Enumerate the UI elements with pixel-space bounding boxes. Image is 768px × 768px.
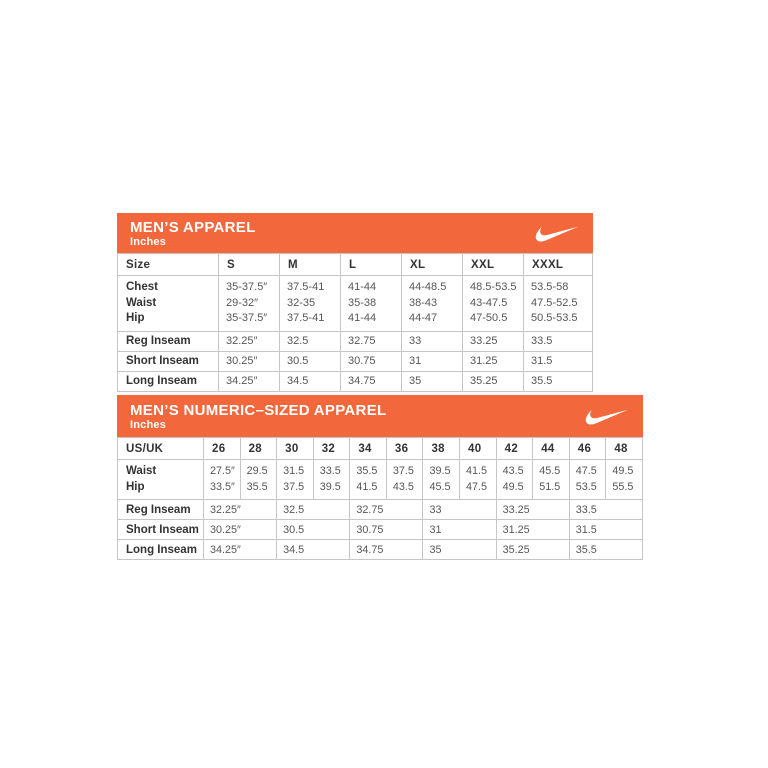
measure-value: 35.5 (356, 465, 378, 477)
body-measurements-row (118, 460, 643, 500)
inseam-value-cell: 33.25 (463, 331, 524, 351)
mens-numeric-apparel-chart (117, 395, 643, 560)
inseam-value-cell: 31 (423, 520, 496, 540)
measure-value-cell (463, 276, 524, 332)
measure-value: 43.5 (392, 480, 414, 493)
measure-value: 41-44 (348, 312, 377, 324)
chart-title: MEN’S APPAREL (130, 218, 256, 236)
inseam-value-cell: 32.5 (280, 331, 341, 351)
inseam-value-cell: 34.5 (277, 540, 350, 560)
measure-value: 45.5 (429, 480, 451, 493)
inseam-value-cell: 33.25 (496, 500, 569, 520)
inseam-value-cell: 34.5 (280, 371, 341, 391)
measure-value: 37.5 (392, 465, 414, 477)
column-header-cell: L (341, 254, 402, 276)
measure-value: 29-32″ (226, 296, 259, 309)
inseam-value-cell: 30.75 (341, 351, 402, 371)
measure-value: 41-44 (348, 281, 377, 293)
inseam-value-cell: 31 (402, 351, 463, 371)
measure-value: 35.5 (246, 480, 268, 493)
column-header-cell: 44 (533, 438, 570, 460)
short-inseam-row (118, 351, 593, 371)
measure-value: 49.5 (612, 465, 634, 477)
measure-value: 47.5 (575, 465, 597, 477)
measure-value-cell (402, 276, 463, 332)
column-header-cell: US/UK (118, 438, 204, 460)
measure-value: 39.5 (429, 465, 451, 477)
measure-value-cell (313, 460, 350, 500)
measure-value: 33.5 (319, 465, 341, 477)
measure-value: 37.5-41 (287, 312, 325, 324)
column-header-cell: 26 (204, 438, 241, 460)
measure-value-cell (240, 460, 277, 500)
measure-value: 51.5 (539, 480, 561, 493)
row-label-cell: Long Inseam (118, 540, 204, 560)
measure-value: 45.5 (539, 465, 561, 477)
chart-subtitle: Inches (130, 235, 167, 248)
measure-value: 37.5 (283, 480, 305, 493)
mens-apparel-chart (117, 213, 593, 392)
column-header-cell: 30 (277, 438, 314, 460)
measure-value-cell (386, 460, 423, 500)
inseam-value-cell: 30.5 (280, 351, 341, 371)
measure-value: 35-38 (348, 296, 377, 309)
long-inseam-row (118, 371, 593, 391)
measure-value: 35-37.5″ (226, 312, 268, 324)
column-header-cell: S (219, 254, 280, 276)
chart-title: MEN’S NUMERIC–SIZED APPAREL (130, 401, 387, 419)
inseam-value-cell: 34.25″ (219, 371, 280, 391)
inseam-value-cell: 35 (423, 540, 496, 560)
measure-value: 32-35 (287, 296, 316, 309)
measure-value: 44-48.5 (409, 281, 447, 293)
measure-value: 27.5″ (210, 465, 235, 477)
column-header-cell: XL (402, 254, 463, 276)
header-text-block (130, 402, 386, 431)
measure-value: 50.5-53.5 (531, 312, 578, 324)
nike-swoosh-icon (535, 225, 579, 242)
column-header-cell: 42 (496, 438, 533, 460)
inseam-value-cell: 31.5 (524, 351, 593, 371)
measure-value: 44-47 (409, 312, 438, 324)
row-label-cell: Short Inseam (118, 351, 219, 371)
inseam-value-cell: 31.5 (569, 520, 642, 540)
inseam-value-cell: 35.5 (569, 540, 642, 560)
inseam-value-cell: 35.5 (524, 371, 593, 391)
inseam-value-cell: 30.75 (350, 520, 423, 540)
long-inseam-row (118, 540, 643, 560)
measure-value: 47.5 (466, 480, 488, 493)
measure-value-cell (524, 276, 593, 332)
header-text-block (130, 219, 256, 248)
measure-value: 41.5 (356, 480, 378, 493)
measure-value: 38-43 (409, 296, 438, 309)
nike-swoosh-icon (585, 408, 629, 425)
reg-inseam-row (118, 500, 643, 520)
measure-value-cell (460, 460, 497, 500)
inseam-value-cell: 32.75 (350, 500, 423, 520)
column-header-cell: 32 (313, 438, 350, 460)
column-header-cell: 46 (569, 438, 606, 460)
measure-value-cell (533, 460, 570, 500)
measure-value-cell (606, 460, 643, 500)
column-header-cell: M (280, 254, 341, 276)
column-header-cell: 28 (240, 438, 277, 460)
inseam-value-cell: 32.25″ (219, 331, 280, 351)
measure-value: 41.5 (466, 465, 488, 477)
mens-apparel-table (117, 253, 593, 392)
row-label: Hip (126, 480, 145, 493)
column-header-cell: 40 (460, 438, 497, 460)
inseam-value-cell: 30.25″ (219, 351, 280, 371)
inseam-value-cell: 34.75 (350, 540, 423, 560)
inseam-value-cell: 33.5 (569, 500, 642, 520)
column-header-row (118, 438, 643, 460)
measure-value-cell (280, 276, 341, 332)
inseam-value-cell: 32.25″ (204, 500, 277, 520)
inseam-value-cell: 33 (423, 500, 496, 520)
inseam-value-cell: 32.5 (277, 500, 350, 520)
measure-value: 53.5 (575, 480, 597, 493)
row-label-cell: Long Inseam (118, 371, 219, 391)
inseam-value-cell: 35 (402, 371, 463, 391)
row-label: Chest (126, 281, 158, 293)
measure-value: 49.5 (502, 480, 524, 493)
inseam-value-cell: 33.5 (524, 331, 593, 351)
measure-value: 35-37.5″ (226, 281, 268, 293)
chart-subtitle: Inches (130, 418, 167, 431)
inseam-value-cell: 30.5 (277, 520, 350, 540)
measure-value-cell (341, 276, 402, 332)
measure-value: 47-50.5 (470, 312, 508, 324)
body-measurements-row (118, 276, 593, 332)
measure-value-cell (277, 460, 314, 500)
inseam-value-cell: 31.25 (496, 520, 569, 540)
measure-value-cell (219, 276, 280, 332)
measure-value: 43-47.5 (470, 296, 508, 309)
measure-value-cell (496, 460, 533, 500)
measure-value: 55.5 (612, 480, 634, 493)
column-header-cell: 38 (423, 438, 460, 460)
measure-value: 47.5-52.5 (531, 296, 578, 309)
row-label-cell (118, 276, 219, 332)
inseam-value-cell: 33 (402, 331, 463, 351)
inseam-value-cell: 35.25 (496, 540, 569, 560)
inseam-value-cell: 30.25″ (204, 520, 277, 540)
mens-numeric-apparel-table (117, 437, 643, 560)
inseam-value-cell: 31.25 (463, 351, 524, 371)
column-header-cell: 48 (606, 438, 643, 460)
measure-value: 37.5-41 (287, 281, 325, 293)
measure-value: 33.5″ (210, 480, 235, 493)
row-label-cell: Short Inseam (118, 520, 204, 540)
measure-value: 43.5 (502, 465, 524, 477)
measure-value: 29.5 (246, 465, 268, 477)
mens-numeric-apparel-header (117, 395, 643, 437)
measure-value-cell (204, 460, 241, 500)
column-header-row (118, 254, 593, 276)
column-header-cell: 34 (350, 438, 387, 460)
measure-value: 53.5-58 (531, 281, 569, 293)
measure-value-cell (569, 460, 606, 500)
measure-value: 31.5 (283, 465, 305, 477)
measure-value-cell (423, 460, 460, 500)
row-label-cell (118, 460, 204, 500)
row-label-cell: Reg Inseam (118, 500, 204, 520)
reg-inseam-row (118, 331, 593, 351)
row-label-cell: Reg Inseam (118, 331, 219, 351)
measure-value: 48.5-53.5 (470, 281, 517, 293)
column-header-cell: 36 (386, 438, 423, 460)
measure-value-cell (350, 460, 387, 500)
column-header-cell: XXXL (524, 254, 593, 276)
inseam-value-cell: 32.75 (341, 331, 402, 351)
inseam-value-cell: 34.75 (341, 371, 402, 391)
inseam-value-cell: 34.25″ (204, 540, 277, 560)
measure-value: 39.5 (319, 480, 341, 493)
row-label: Waist (126, 465, 157, 477)
column-header-cell: Size (118, 254, 219, 276)
short-inseam-row (118, 520, 643, 540)
mens-apparel-header (117, 213, 593, 253)
row-label: Hip (126, 312, 145, 324)
column-header-cell: XXL (463, 254, 524, 276)
row-label: Waist (126, 296, 157, 309)
inseam-value-cell: 35.25 (463, 371, 524, 391)
